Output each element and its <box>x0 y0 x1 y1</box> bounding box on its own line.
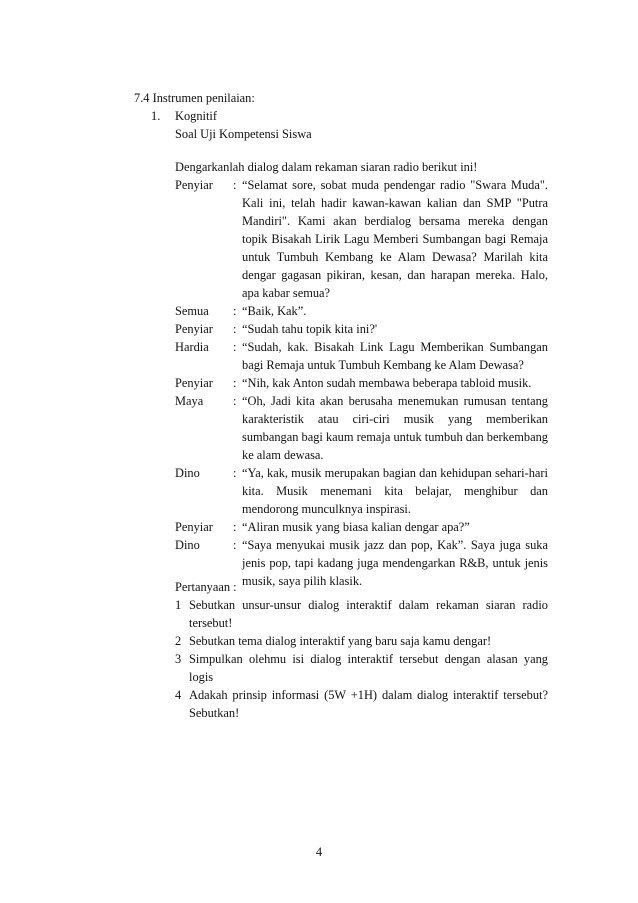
intro-instruction: Dengarkanlah dialog dalam rekaman siaran radio berikut ini! <box>175 160 478 174</box>
utterance-text: “Saya menyukai musik jazz dan pop, Kak”. Saya juga suka jenis pop, tapi kadang juga mendengarkan R&B, untuk jenis musik, saya pilih klasik. <box>242 538 548 588</box>
speaker-name: Penyiar <box>175 322 213 336</box>
question-text: Adakah prinsip informasi (5W +1H) dalam dialog interaktif tersebut? Sebutkan! <box>189 688 548 720</box>
speaker-colon: : <box>233 304 237 318</box>
item-label: Kognitif <box>175 109 217 123</box>
speaker-name: Maya <box>175 394 204 408</box>
speaker-colon: : <box>233 538 237 552</box>
dialog-turn <box>175 320 548 338</box>
speaker-colon: : <box>233 394 237 408</box>
utterance-text: “Aliran musik yang biasa kalian dengar apa?” <box>242 520 470 534</box>
speaker-colon: : <box>233 340 237 354</box>
dialog-turn <box>175 392 548 464</box>
question-number: 2 <box>175 634 182 648</box>
question-item <box>175 596 548 632</box>
sub-title: Soal Uji Kompetensi Siswa <box>175 127 312 141</box>
utterance-text: “Nih, kak Anton sudah membawa beberapa tabloid musik. <box>242 376 532 390</box>
speaker-colon: : <box>233 466 237 480</box>
speaker-colon: : <box>233 520 237 534</box>
dialog-turn <box>175 374 548 392</box>
dialog-turn <box>175 176 548 302</box>
utterance-text: “Selamat sore, sobat muda pendengar radio "Swara Muda". Kali ini, telah hadir kawan-kawan kalian dan SMP "Putra Mandiri". Kami akan berdialog bersama mereka dengan topik Bisakah Lirik Lagu Memberi Sumbangan bagi Remaja untuk Tumbuh Kembang ke Alam Dewasa? Marilah kita dengar gagasan pikiran, kesan, dan harapan mereka. Halo, apa kabar semua? <box>242 178 548 300</box>
speaker-colon: : <box>233 376 237 390</box>
questions-section <box>175 578 548 722</box>
question-number: 3 <box>175 652 182 666</box>
question-text: Simpulkan olehmu isi dialog interaktif tersebut dengan alasan yang logis <box>189 652 548 684</box>
utterance-text: “Sudah tahu topik kita ini?' <box>242 322 378 336</box>
question-item <box>175 686 548 722</box>
dialog-transcript <box>175 176 548 590</box>
question-text: Sebutkan unsur-unsur dialog interaktif dalam rekaman siaran radio tersebut! <box>189 598 548 630</box>
speaker-name: Hardia <box>175 340 209 354</box>
question-item <box>175 650 548 686</box>
utterance-text: “Baik, Kak”. <box>242 304 307 318</box>
questions-list <box>175 596 548 722</box>
speaker-colon: : <box>233 322 237 336</box>
question-item <box>175 632 548 650</box>
question-text: Sebutkan tema dialog interaktif yang baru saja kamu dengar! <box>189 634 492 648</box>
utterance-text: “Sudah, kak. Bisakah Link Lagu Memberikan Sumbangan bagi Remaja untuk Tumbuh Kembang ke Alam Dewasa? <box>242 340 548 372</box>
questions-heading: Pertanyaan : <box>175 580 237 594</box>
speaker-colon: : <box>233 178 237 192</box>
dialog-turn <box>175 338 548 374</box>
numbered-item <box>151 107 217 125</box>
question-number: 1 <box>175 598 182 612</box>
speaker-name: Dino <box>175 538 200 552</box>
section-title: 7.4 Instrumen penilaian: <box>134 91 255 105</box>
question-number: 4 <box>175 688 182 702</box>
dialog-turn <box>175 518 548 536</box>
utterance-text: “Ya, kak, musik merupakan bagian dan kehidupan sehari-hari kita. Musik menemani kita belajar, menghibur dan mendorong munculknya inspirasi. <box>242 466 548 516</box>
speaker-name: Penyiar <box>175 178 213 192</box>
item-number: 1. <box>151 109 161 123</box>
page-number: 4 <box>315 845 323 859</box>
dialog-turn <box>175 464 548 518</box>
speaker-name: Semua <box>175 304 209 318</box>
dialog-turn <box>175 302 548 320</box>
speaker-name: Dino <box>175 466 200 480</box>
speaker-name: Penyiar <box>175 520 213 534</box>
utterance-text: “Oh, Jadi kita akan berusaha menemukan rumusan tentang karakteristik atau ciri-ciri musik yang memberikan sumbangan bagi kaum remaja untuk tumbuh dan berkembang ke alam dewasa. <box>242 394 548 462</box>
speaker-name: Penyiar <box>175 376 213 390</box>
